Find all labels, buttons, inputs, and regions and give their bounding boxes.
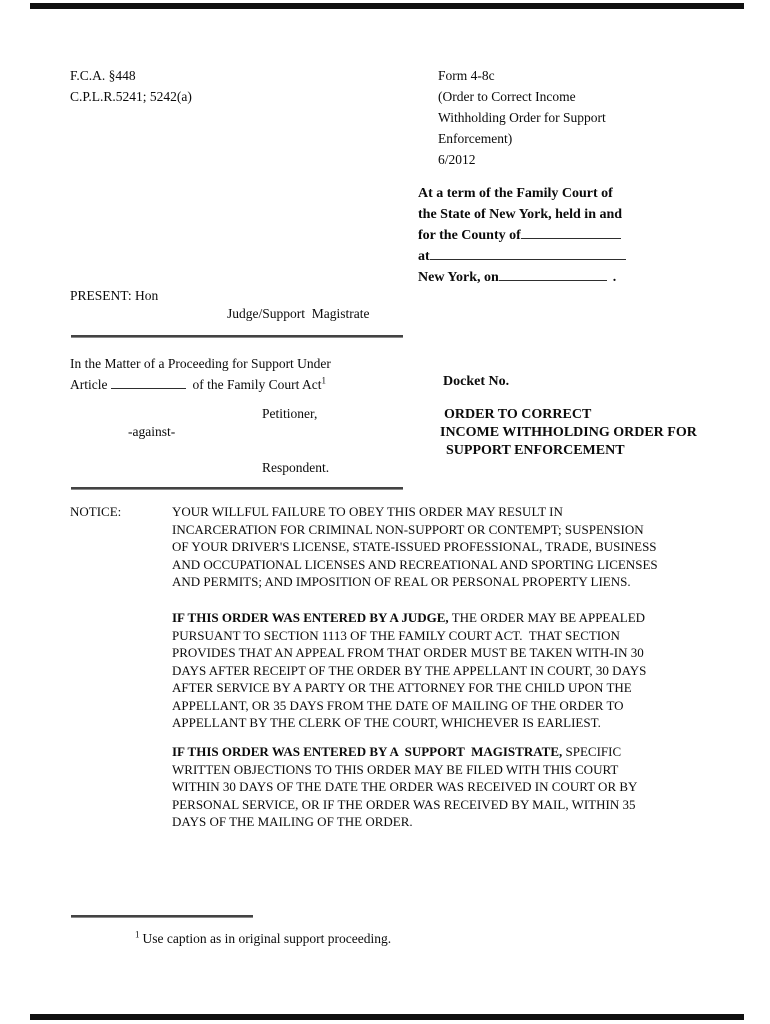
judge-para-rest: THE ORDER MAY BE APPEALED [448, 610, 646, 625]
article-line [70, 374, 331, 395]
respondent-label: Respondent. [262, 460, 330, 475]
statute-line-cplr: C.P.L.R.5241; 5242(a) [70, 89, 192, 104]
location-blank-line [430, 246, 626, 260]
term-date-label: New York, on [418, 270, 499, 285]
footnote-text: Use caption as in original support proceeding. [142, 931, 392, 946]
term-line: At a term of the Family Court of [418, 186, 613, 201]
form-title-line: (Order to Correct Income [438, 89, 576, 104]
notice-text-line: YOUR WILLFUL FAILURE TO OBEY THIS ORDER MAY RESULT IN [172, 504, 563, 519]
date-blank-line [499, 267, 607, 281]
magistrate-para-line: WITHIN 30 DAYS OF THE DATE THE ORDER WAS RECEIVED IN COURT OR BY [172, 779, 638, 794]
term-line: the State of New York, held in and [418, 207, 623, 222]
footnote-reference-mark: 1 [321, 375, 326, 386]
notice-label: NOTICE: [70, 504, 122, 519]
judge-support-magistrate-label: Judge/Support Magistrate [227, 306, 370, 321]
entered-by-magistrate-paragraph [172, 743, 712, 831]
article-label: Article [70, 377, 108, 392]
judge-para-line: PROVIDES THAT AN APPEAL FROM THAT ORDER MUST BE TAKEN WITH-IN 30 [172, 645, 644, 660]
present-hon-line: PRESENT: Hon [70, 288, 159, 303]
court-term-block [418, 183, 658, 288]
term-county-line [418, 225, 658, 246]
notice-text-line: INCARCERATION FOR CRIMINAL NON-SUPPORT OR CONTEMPT; SUSPENSION [172, 521, 644, 537]
order-title-block [440, 406, 697, 460]
notice-text-line: AND OCCUPATIONAL LICENSES AND RECREATIONAL AND SPORTING LICENSES [172, 556, 658, 572]
judge-para-lead: IF THIS ORDER WAS ENTERED BY A JUDGE, [172, 610, 449, 625]
scan-edge-bottom [30, 1014, 744, 1020]
article-suffix: of the Family Court Act [192, 377, 322, 392]
form-number: Form 4-8c [438, 68, 495, 83]
order-title-line: ORDER TO CORRECT [444, 407, 592, 422]
judge-para-line: APPELLANT BY THE CLERK OF THE COURT, WHICHEVER IS EARLIEST. [172, 715, 601, 730]
docket-number-label: Docket No. [443, 374, 510, 389]
magistrate-para-lead: IF THIS ORDER WAS ENTERED BY A SUPPORT MAGISTRATE, [172, 744, 563, 759]
scan-edge-top [30, 3, 744, 9]
judge-para-line [172, 609, 712, 627]
matter-line: In the Matter of a Proceeding for Support Under [70, 356, 331, 371]
footnote-separator-rule [71, 915, 253, 918]
matter-caption-block [70, 353, 331, 395]
form-identifier-block [438, 65, 606, 170]
magistrate-para-line: WRITTEN OBJECTIONS TO THIS ORDER MAY BE FILED WITH THIS COURT [172, 761, 619, 777]
magistrate-para-line [172, 743, 712, 761]
judge-para-line: APPELLANT, OR 35 DAYS FROM THE DATE OF MAILING OF THE ORDER TO [172, 697, 624, 713]
form-title-line: Enforcement) [438, 131, 513, 146]
magistrate-para-rest: SPECIFIC [562, 744, 622, 759]
term-location-label: at [418, 249, 430, 264]
caption-divider-top [71, 335, 403, 338]
statute-line-fca: F.C.A. §448 [70, 68, 136, 83]
order-title-line: SUPPORT ENFORCEMENT [446, 443, 625, 458]
notice-paragraph [172, 503, 712, 591]
entered-by-judge-paragraph [172, 609, 712, 732]
term-date-line [418, 267, 658, 288]
judge-para-line: PURSUANT TO SECTION 1113 OF THE FAMILY COURT ACT. THAT SECTION [172, 627, 620, 643]
term-end-period: . [612, 270, 617, 285]
against-label: -against- [128, 424, 176, 439]
petitioner-label: Petitioner, [262, 406, 318, 421]
form-revision-date: 6/2012 [438, 152, 476, 167]
judge-para-line: DAYS AFTER RECEIPT OF THE ORDER BY THE APPELLANT IN COURT, 30 DAYS [172, 662, 647, 678]
judge-para-line: AFTER SERVICE BY A PARTY OR THE ATTORNEY FOR THE CHILD UPON THE [172, 680, 632, 695]
term-location-line [418, 246, 658, 267]
form-title-line: Withholding Order for Support [438, 110, 606, 125]
notice-text-line: AND PERMITS; AND IMPOSITION OF REAL OR PERSONAL PROPERTY LIENS. [172, 574, 631, 589]
statute-references [70, 65, 192, 107]
county-blank-line [521, 225, 621, 239]
order-title-line: INCOME WITHHOLDING ORDER FOR [440, 425, 697, 440]
notice-text-line: OF YOUR DRIVER'S LICENSE, STATE-ISSUED PROFESSIONAL, TRADE, BUSINESS [172, 539, 657, 554]
footnote [135, 931, 391, 947]
magistrate-para-line: DAYS OF THE MAILING OF THE ORDER. [172, 814, 413, 829]
magistrate-para-line: PERSONAL SERVICE, OR IF THE ORDER WAS RECEIVED BY MAIL, WITHIN 35 [172, 796, 636, 812]
term-county-label: for the County of [418, 228, 521, 243]
caption-divider-bottom [71, 487, 403, 490]
article-number-blank [111, 375, 186, 389]
footnote-number: 1 [135, 929, 140, 940]
